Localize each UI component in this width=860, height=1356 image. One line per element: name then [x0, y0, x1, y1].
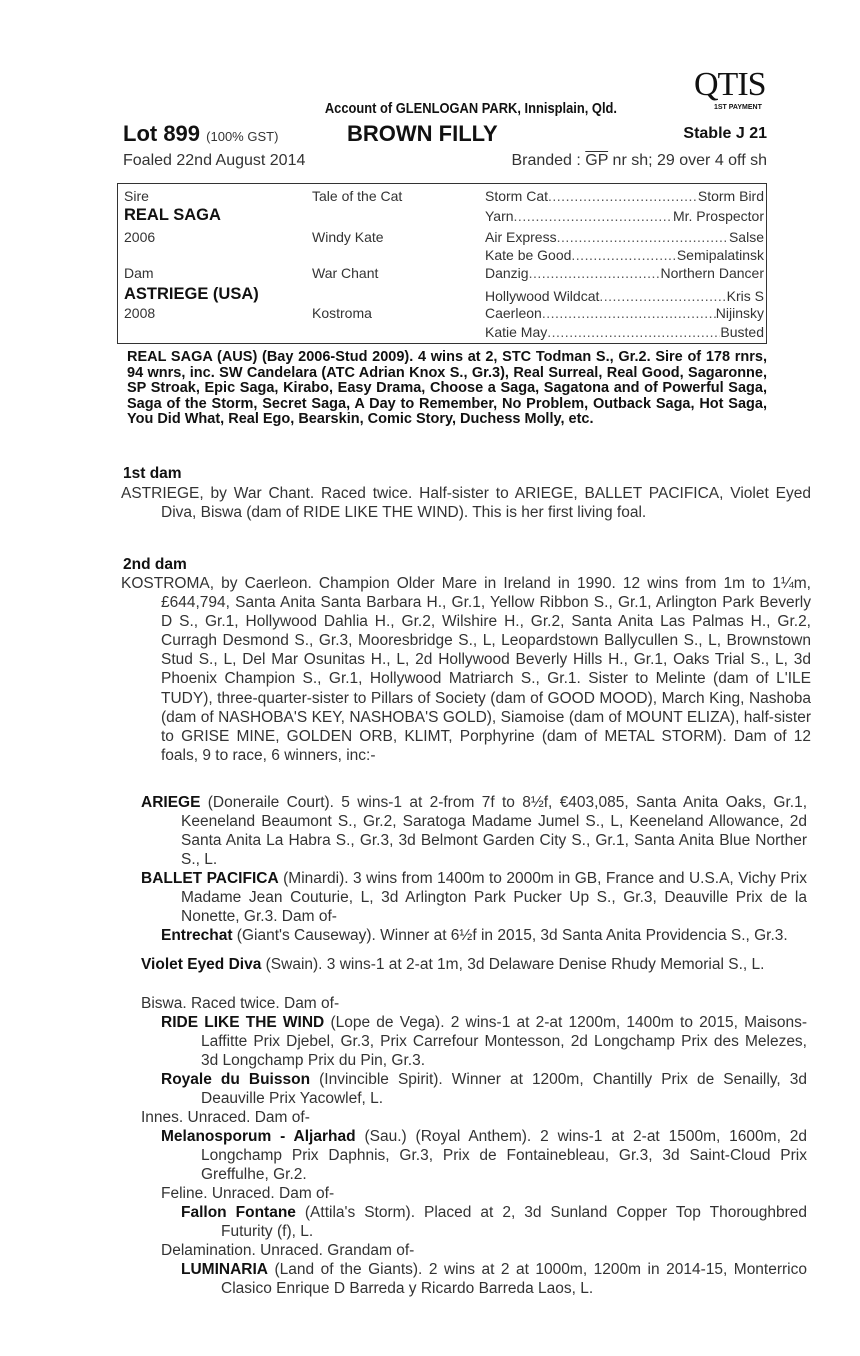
- lot-number: Lot 899 (100% GST): [123, 121, 279, 146]
- third-gen-row: Yarn ..... Mr. Prospector: [485, 208, 764, 224]
- third-gen-row: Katie May ..... Busted: [485, 324, 764, 340]
- dam-label: Dam: [124, 265, 154, 281]
- progeny-entry: BALLET PACIFICA (Minardi). 3 wins from 1400m to 2000m in GB, France and U.S.A, Vichy Prix Madame Jean Couturie, L, 3d Arlington Park Pucker Up S., Gr.3, Deauville Prix de la Nonette, Gr.3. Dam of-: [141, 870, 807, 926]
- sire-dam: Windy Kate: [312, 229, 384, 245]
- progeny-entry: Royale du Buisson (Invincible Spirit). Winner at 1200m, Chantilly Prix de Senailly, 3d Deauville Prix Yacowlef, L.: [161, 1071, 808, 1108]
- progeny-entry: Feline. Unraced. Dam of-: [161, 1185, 335, 1202]
- gst-note: (100% GST): [206, 129, 279, 144]
- pedigree-table: [117, 183, 767, 344]
- progeny-entry: Fallon Fontane (Attila's Storm). Placed at 2, 3d Sunland Copper Top Thoroughbred Futurity (f), L.: [181, 1204, 807, 1241]
- sex-colour: BROWN FILLY: [347, 121, 498, 146]
- dam-dam: Kostroma: [312, 305, 372, 321]
- logo-text: QTIS: [694, 66, 766, 103]
- brand-mark: $\overline{GP}$: [585, 152, 609, 169]
- foaled-date: Foaled 22nd August 2014: [123, 152, 306, 169]
- third-gen-row: Air Express ..... Salse: [485, 229, 764, 245]
- progeny-entry: RIDE LIKE THE WIND (Lope de Vega). 2 wins-1 at 2-at 1200m, 1400m to 2015, Maisons-Laffitte Prix Djebel, Gr.3, Prix Carrefour Montesson, 2d Longchamp Prix des Melezes, 3d Longchamp Prix du Pin, Gr.3.: [161, 1014, 807, 1070]
- sire-year: 2006: [124, 229, 156, 245]
- third-gen-row: Hollywood Wildcat ..... Kris S: [485, 288, 764, 304]
- third-gen-row: Kate be Good ..... Semipalatinsk: [485, 247, 764, 263]
- dam-sire: War Chant: [312, 265, 379, 281]
- progeny-entry: Delamination. Unraced. Grandam of-: [161, 1242, 415, 1259]
- progeny-entry: Biswa. Raced twice. Dam of-: [141, 995, 340, 1012]
- sire-label: Sire: [124, 188, 149, 204]
- third-gen-row: Caerleon ..... Nijinsky: [485, 305, 764, 321]
- first-dam-text: ASTRIEGE, by War Chant. Raced twice. Half-sister to ARIEGE, BALLET PACIFICA, Violet Eyed Diva, Biswa (dam of RIDE LIKE THE WIND). This is her first living foal.: [121, 485, 811, 522]
- brand-info: Branded : $\overline{GP}$ nr sh; 29 over 4 off sh: [511, 152, 767, 169]
- second-dam-heading: 2nd dam: [123, 556, 187, 573]
- sire-sire: Tale of the Cat: [312, 188, 403, 204]
- progeny-entry: Violet Eyed Diva (Swain). 3 wins-1 at 2-at 1m, 3d Delaware Denise Rhudy Memorial S., L.: [141, 956, 765, 973]
- third-gen-row: Storm Cat ..... Storm Bird: [485, 188, 764, 204]
- qtis-logo: [684, 66, 784, 114]
- progeny-entry: LUMINARIA (Land of the Giants). 2 wins at 2 at 1000m, 1200m in 2014-15, Monterrico Clasico Enrique D Barreda y Ricardo Barreda Laos, L.: [181, 1261, 807, 1298]
- dam-name: ASTRIEGE (USA): [124, 285, 259, 303]
- progeny-entry: ARIEGE (Doneraile Court). 5 wins-1 at 2-from 7f to 8½f, €403,085, Santa Anita Oaks, Gr.1, Keeneland Beaumont S., Gr.2, Saratoga Madame Jumel S., L, Keeneland Allowance, 2d Santa Anita La Habra S., Gr.3, 3d Belmont Garden City S., Gr.1, Santa Anita Blue Norther S., L.: [141, 794, 807, 869]
- third-gen-row: Danzig ..... Northern Dancer: [485, 265, 764, 281]
- progeny-entry: Entrechat (Giant's Causeway). Winner at 6½f in 2015, 3d Santa Anita Providencia S., Gr.3.: [161, 927, 788, 944]
- vendor-account: Account of GLENLOGAN PARK, Innisplain, Qld.: [324, 100, 617, 117]
- second-dam-text: KOSTROMA, by Caerleon. Champion Older Mare in Ireland in 1990. 12 wins from 1m to 1¼m, £644,794, Santa Anita Santa Barbara H., Gr.1, Yellow Ribbon S., Gr.1, Arlington Park Beverly D S., Gr.1, Hollywood Dahlia H., Gr.2, Wilshire H., Gr.2, Santa Anita Las Palmas H., Gr.2, Curragh Desmond S., Gr.3, Mooresbridge S., L, Leopardstown Ballycullen S., L, Brownstown Stud S., L, Del Mar Osunitas H., L, 2d Hollywood Beverly Hills H., Gr.1, Oaks Trial S., L, 3d Phoenix Champion S., Gr.1, Hollywood Matriarch S., Gr.1. Sister to Melinte (dam of L'ILE TUDY), three-quarter-sister to Pillars of Society (dam of GOOD MOOD), March King, Nashoba (dam of NASHOBA'S KEY, NASHOBA'S GOLD), Siamoise (dam of MOUNT ELIZA), half-sister to GRISE MINE, GOLDEN ORB, KLIMT, Porphyrine (dam of METAL STORM). Dam of 12 foals, 9 to race, 6 winners, inc:-: [121, 575, 811, 764]
- progeny-entry: Melanosporum - Aljarhad (Sau.) (Royal Anthem). 2 wins-1 at 2-at 1500m, 1600m, 2d Longchamp Prix Daphnis, Gr.3, Prix de Fontainebleau, Gr.3, 3d Saint-Cloud Prix Greffulhe, Gr.2.: [161, 1128, 807, 1184]
- first-dam-heading: 1st dam: [123, 465, 182, 482]
- sire-name: REAL SAGA: [124, 206, 221, 224]
- progeny-entry: Innes. Unraced. Dam of-: [141, 1109, 310, 1126]
- lot-header: [123, 121, 767, 147]
- stable-number: Stable J 21: [683, 125, 767, 142]
- dam-year: 2008: [124, 305, 156, 321]
- sire-summary: REAL SAGA (AUS) (Bay 2006-Stud 2009). 4 wins at 2, STC Todman S., Gr.2. Sire of 178 rnrs, 94 wnrs, inc. SW Candelara (ATC Adrian Knox S., Gr.3), Real Surreal, Real Good, Sagaronne, SP Stroak, Epic Saga, Kirabo, Easy Drama, Choose a Saga, Sagatona and of Powerful Saga, Saga of the Storm, Secret Saga, A Day to Remember, No Problem, Outback Saga, Hot Saga, You Did What, Real Ego, Bearskin, Comic Story, Duchess Molly, etc.: [127, 349, 767, 427]
- logo-subtext: 1ST PAYMENT: [714, 104, 762, 111]
